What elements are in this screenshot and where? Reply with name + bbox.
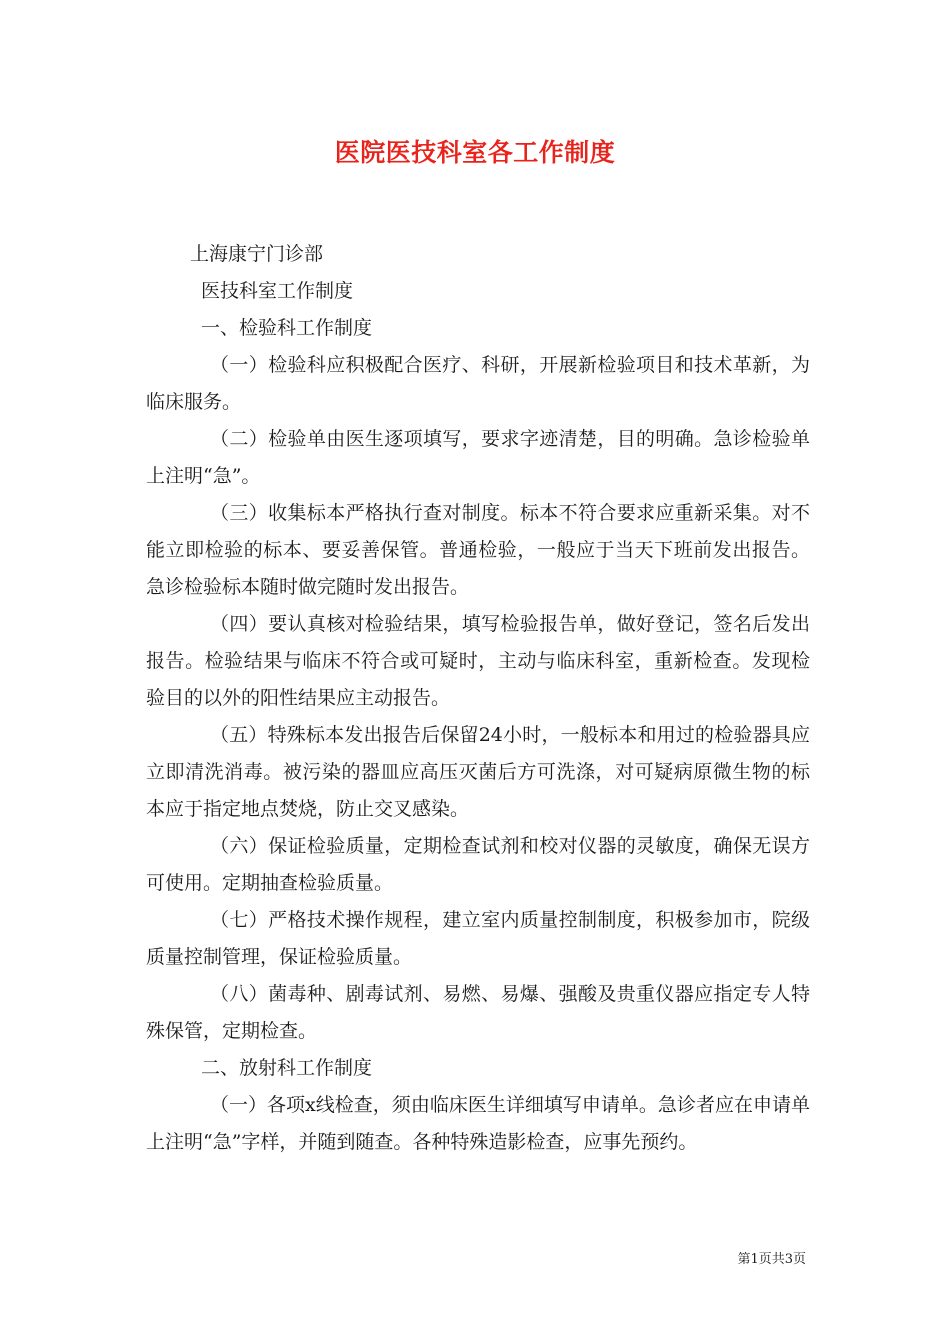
paragraph: （二）检验单由医生逐项填写，要求字迹清楚，目的明确。急诊检验单上注明“急”。 <box>146 428 810 487</box>
paragraph: （三）收集标本严格执行查对制度。标本不符合要求应重新采集。对不能立即检验的标本、要妥善保管。普通检验，一般应于当天下班前发出报告。急诊检验标本随时做完随时发出报告。 <box>146 502 810 598</box>
org-name: 上海康宁门诊部 <box>190 243 324 265</box>
paragraph: （七）严格技术操作规程，建立室内质量控制制度，积极参加市，院级质量控制管理，保证检验质量。 <box>146 909 810 968</box>
paragraph: （四）要认真核对检验结果，填写检验报告单，做好登记，签名后发出报告。检验结果与临床不符合或可疑时，主动与临床科室，重新检查。发现检验目的以外的阳性结果应主动报告。 <box>146 613 810 709</box>
document-subtitle: 医技科室工作制度 <box>201 280 354 302</box>
paragraph: （一）检验科应积极配合医疗、科研，开展新检验项目和技术革新，为临床服务。 <box>146 354 810 413</box>
document-body <box>146 236 810 1161</box>
section-heading: 二、放射科工作制度 <box>201 1057 373 1079</box>
paragraph: （八）菌毒种、剧毒试剂、易燃、易爆、强酸及贵重仪器应指定专人特殊保管，定期检查。 <box>146 983 810 1042</box>
section-heading: 一、检验科工作制度 <box>201 317 373 339</box>
page-number: 第1页共3页 <box>737 1252 806 1267</box>
document-title: 医院医技科室各工作制度 <box>334 138 616 167</box>
paragraph: （一）各项x线检查，须由临床医生详细填写申请单。急诊者应在申请单上注明“急”字样，并随到随查。各种特殊造影检查，应事先预约。 <box>146 1094 810 1153</box>
paragraph: （五）特殊标本发出报告后保留24小时，一般标本和用过的检验器具应立即清洗消毒。被污染的器皿应高压灭菌后方可洗涤，对可疑病原微生物的标本应于指定地点焚烧，防止交叉感染。 <box>146 724 810 820</box>
paragraph: （六）保证检验质量，定期检查试剂和校对仪器的灵敏度，确保无误方可使用。定期抽查检验质量。 <box>146 835 810 894</box>
